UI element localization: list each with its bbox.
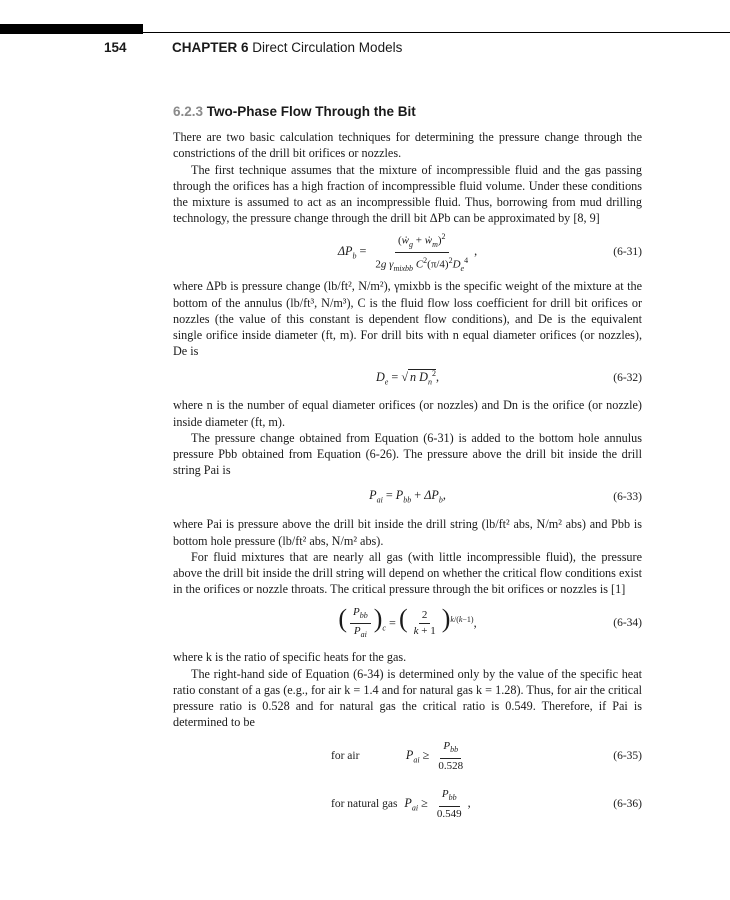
chapter-title: Direct Circulation Models	[252, 40, 403, 55]
eq36-number: (6-36)	[613, 798, 642, 811]
eq34-formula: ( $\frac{P_{bb}}{P_{ai}}$ )$_c$ = ( $\frac{2}{k + 1}$ )$^{k/(k-1)}$,	[338, 603, 477, 640]
eq34-number: (6-34)	[613, 617, 642, 630]
eq31-number: (6-31)	[613, 246, 642, 259]
equation-6-31	[173, 230, 642, 274]
paragraph-7: For fluid mixtures that are nearly all gas (with little incompressible fluid), the pressure above the drill bit inside the drill string will depend on whether the critical flow conditions exist in the orifices or nozzle throats. The critical pressure through the bit orifices or nozzles is [1]	[173, 549, 642, 597]
header-bar	[0, 24, 143, 34]
equation-6-35	[173, 734, 642, 778]
paragraph-1: There are two basic calculation techniques for determining the pressure change through the constrictions of the drill bit orifices or nozzles.	[173, 130, 642, 161]
eq36-denominator: 0.549	[436, 807, 462, 820]
eq35-label: for air	[331, 750, 360, 763]
equation-6-34	[173, 601, 642, 645]
equation-6-36	[173, 782, 642, 826]
paragraph-3: where ΔPb is pressure change (lb/ft², N/m²), γmixbb is the specific weight of the mixture at the bottom of the annulus (lb/ft³, N/m³), C is the fluid flow loss coefficient for drill bit orifices or nozzles (the value of this constant is dependent flow conditions), and De is the equivalent single orifice inside diameter (ft, m). For drill bits with n equal diameter orifices (or nozzles), De is	[173, 279, 642, 359]
section-heading	[173, 104, 642, 120]
chapter-heading	[172, 40, 402, 55]
eq32-formula: $D_e$ = √ n $D_n^2$,	[375, 369, 440, 387]
eq31-formula: $\Delta P_b$ = $\frac{(ẇ_g + ẇ_m)^2}{2g \gamma_{mixbb} C^2(\pi/4)^2D_e^4}$ ,	[337, 232, 478, 273]
paragraph-9: The right-hand side of Equation (6-34) is determined only by the value of the specific heat ratio constant of a gas (e.g., for air k = 1.4 and for natural gas k = 1.28). Thus, for air the critical pressure ratio is 0.528 and for natural gas the critical ratio is 0.549. Therefore, if Pai is determined to be	[173, 666, 642, 730]
eq33-number: (6-33)	[613, 491, 642, 504]
section-number: 6.2.3	[173, 104, 204, 119]
equation-6-33	[173, 482, 642, 512]
paragraph-5: The pressure change obtained from Equation (6-31) is added to the bottom hole annulus pressure Pbb obtained from Equation (6-26). The pressure above the drill bit inside the drill string Pai is	[173, 430, 642, 478]
chapter-label: CHAPTER 6	[172, 40, 249, 55]
paragraph-8: where k is the ratio of specific heats for the gas.	[173, 650, 407, 665]
eq35-denominator: 0.528	[438, 759, 464, 772]
paragraph-6: where Pai is pressure above the drill bit inside the drill string (lb/ft² abs, N/m² abs) and Pbb is bottom hole pressure (lb/ft² abs, N/m² abs).	[173, 517, 642, 548]
header-rule	[143, 32, 730, 33]
eq35-formula: $P_{ai}$ ≥ $\frac{P_{bb}}{0.528}$	[406, 740, 469, 772]
equation-6-32	[173, 363, 642, 393]
eq36-formula: $P_{ai}$ ≥ $\frac{P_{bb}}{0.549}$ ,	[404, 788, 471, 820]
eq36-label: for natural gas	[331, 798, 398, 811]
paragraph-4: where n is the number of equal diameter orifices (or nozzles) and Dn is the orifice (or nozzle) inside diameter (ft, m).	[173, 398, 642, 429]
page-number: 154	[104, 40, 127, 55]
section-title: Two-Phase Flow Through the Bit	[206, 104, 416, 119]
eq32-number: (6-32)	[613, 372, 642, 385]
eq35-number: (6-35)	[613, 750, 642, 763]
paragraph-2: The first technique assumes that the mixture of incompressible fluid and the gas passing through the orifices has a high fraction of incompressible fluid volume. Under these conditions the mixture is assumed to act as an incompressible fluid. Thus, borrowing from mud drilling technology, the pressure change through the drill bit ΔPb can be approximated by [8, 9]	[173, 162, 642, 226]
eq33-formula: $P_{ai} = P_{bb} + \Delta P_b$,	[369, 487, 446, 505]
page-body	[173, 104, 642, 830]
